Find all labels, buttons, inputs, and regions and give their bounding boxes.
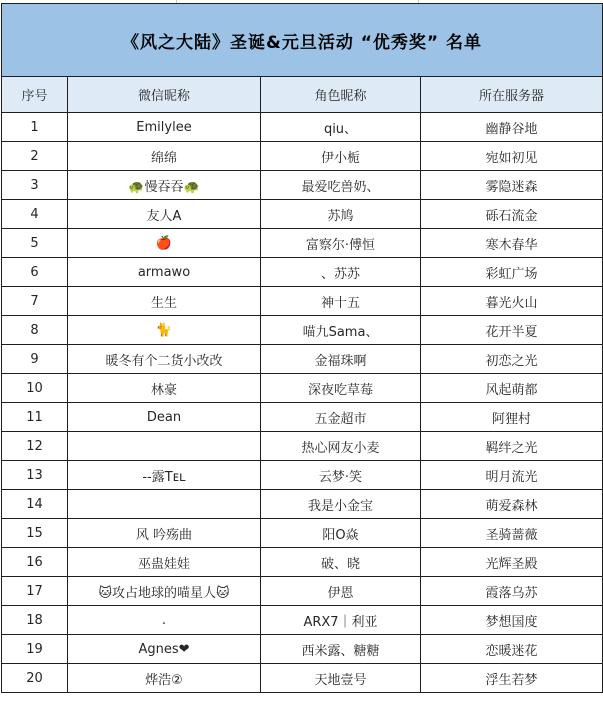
table-row — [2, 258, 603, 287]
table-row — [2, 171, 603, 200]
table-row — [2, 113, 603, 142]
table-row — [2, 316, 603, 345]
cell-index: 1 — [2, 113, 68, 142]
cell-wechat: 🐈 — [68, 316, 261, 345]
cell-index: 12 — [2, 432, 68, 461]
cell-server: 花开半夏 — [421, 316, 603, 345]
cell-index: 13 — [2, 461, 68, 490]
cell-index: 16 — [2, 548, 68, 577]
table-row — [2, 403, 603, 432]
page-title: 《风之大陆》圣诞&元旦活动 “优秀奖” 名单 — [2, 4, 603, 77]
table-row — [2, 664, 603, 693]
cell-server: 恋暖迷花 — [421, 635, 603, 664]
cell-index: 20 — [2, 664, 68, 693]
cell-character: 我是小金宝 — [261, 490, 421, 519]
cell-server: 幽静谷地 — [421, 113, 603, 142]
spreadsheet-gridline-tick — [418, 0, 419, 3]
cell-server: 寒木春华 — [421, 229, 603, 258]
cell-server: 彩虹广场 — [421, 258, 603, 287]
cell-character: 五金超市 — [261, 403, 421, 432]
cell-character: 天地壹号 — [261, 664, 421, 693]
cell-server: 羁绊之光 — [421, 432, 603, 461]
column-header-wechat: 微信昵称 — [68, 77, 261, 113]
cell-character: 、苏苏 — [261, 258, 421, 287]
spreadsheet-gridline-tick — [176, 0, 177, 3]
table-row — [2, 577, 603, 606]
cell-server: 明月流光 — [421, 461, 603, 490]
cell-character: ARX7｜利亚 — [261, 606, 421, 635]
cell-index: 5 — [2, 229, 68, 258]
cell-wechat — [68, 432, 261, 461]
cell-character: 热心网友小麦 — [261, 432, 421, 461]
table-title-row — [2, 4, 603, 77]
table-row — [2, 200, 603, 229]
cell-character: qiu、 — [261, 113, 421, 142]
cell-wechat: 友人A — [68, 200, 261, 229]
cell-server: 霞落乌苏 — [421, 577, 603, 606]
cell-character: 阳O焱 — [261, 519, 421, 548]
cell-wechat: --露Tᴇʟ — [68, 461, 261, 490]
cell-index: 6 — [2, 258, 68, 287]
cell-server: 萌爱森林 — [421, 490, 603, 519]
cell-wechat: 🐢慢吞吞🐢 — [68, 171, 261, 200]
cell-server: 梦想国度 — [421, 606, 603, 635]
cell-index: 10 — [2, 374, 68, 403]
cell-index: 2 — [2, 142, 68, 171]
cell-wechat — [68, 490, 261, 519]
cell-index: 8 — [2, 316, 68, 345]
cell-wechat: armawo — [68, 258, 261, 287]
column-header-index: 序号 — [2, 77, 68, 113]
table-row — [2, 519, 603, 548]
cell-index: 3 — [2, 171, 68, 200]
table-row — [2, 287, 603, 316]
cell-character: 伊恩 — [261, 577, 421, 606]
cell-server: 浮生若梦 — [421, 664, 603, 693]
cell-wechat: 风 吟殇曲 — [68, 519, 261, 548]
cell-index: 17 — [2, 577, 68, 606]
table-row — [2, 635, 603, 664]
cell-index: 19 — [2, 635, 68, 664]
table-row — [2, 345, 603, 374]
table-row — [2, 490, 603, 519]
cell-index: 7 — [2, 287, 68, 316]
cell-wechat: 巫蛊娃娃 — [68, 548, 261, 577]
cell-character: 喵九Sama、 — [261, 316, 421, 345]
cell-wechat: 绵绵 — [68, 142, 261, 171]
cell-server: 宛如初见 — [421, 142, 603, 171]
cell-wechat: 暖冬有个二货小改改 — [68, 345, 261, 374]
cell-wechat: Agnes❤ — [68, 635, 261, 664]
cell-wechat: 生生 — [68, 287, 261, 316]
cell-index: 11 — [2, 403, 68, 432]
page-top-margin — [0, 0, 603, 3]
cell-character: 西米露、糖糖 — [261, 635, 421, 664]
cell-character: 深夜吃草莓 — [261, 374, 421, 403]
cell-character: 最爱吃兽奶、 — [261, 171, 421, 200]
cell-index: 14 — [2, 490, 68, 519]
cell-index: 15 — [2, 519, 68, 548]
table-row — [2, 374, 603, 403]
cell-character: 破、晓 — [261, 548, 421, 577]
column-header-server: 所在服务器 — [421, 77, 603, 113]
table-row — [2, 432, 603, 461]
cell-server: 光辉圣殿 — [421, 548, 603, 577]
cell-server: 阿狸村 — [421, 403, 603, 432]
cell-index: 18 — [2, 606, 68, 635]
table-row — [2, 548, 603, 577]
cell-server: 风起萌都 — [421, 374, 603, 403]
table-row — [2, 229, 603, 258]
cell-character: 富察尔·傅恒 — [261, 229, 421, 258]
cell-wechat: 🐱攻占地球的喵星人🐱 — [68, 577, 261, 606]
table-row — [2, 142, 603, 171]
cell-server: 砾石流金 — [421, 200, 603, 229]
cell-wechat: 烨浩② — [68, 664, 261, 693]
award-list-table — [1, 3, 603, 693]
cell-wechat: Emilylee — [68, 113, 261, 142]
cell-character: 神十五 — [261, 287, 421, 316]
cell-character: 金福珠啊 — [261, 345, 421, 374]
cell-wechat: 🍎 — [68, 229, 261, 258]
table-row — [2, 461, 603, 490]
cell-server: 暮光火山 — [421, 287, 603, 316]
cell-character: 云梦·笑 — [261, 461, 421, 490]
column-header-character: 角色昵称 — [261, 77, 421, 113]
cell-server: 圣骑蔷薇 — [421, 519, 603, 548]
cell-wechat: Dean — [68, 403, 261, 432]
cell-server: 初恋之光 — [421, 345, 603, 374]
cell-wechat: 林豪 — [68, 374, 261, 403]
cell-index: 4 — [2, 200, 68, 229]
cell-character: 伊小栀 — [261, 142, 421, 171]
cell-character: 苏鸠 — [261, 200, 421, 229]
cell-index: 9 — [2, 345, 68, 374]
table-row — [2, 606, 603, 635]
cell-wechat: . — [68, 606, 261, 635]
table-header-row — [2, 77, 603, 113]
cell-server: 雾隐迷森 — [421, 171, 603, 200]
